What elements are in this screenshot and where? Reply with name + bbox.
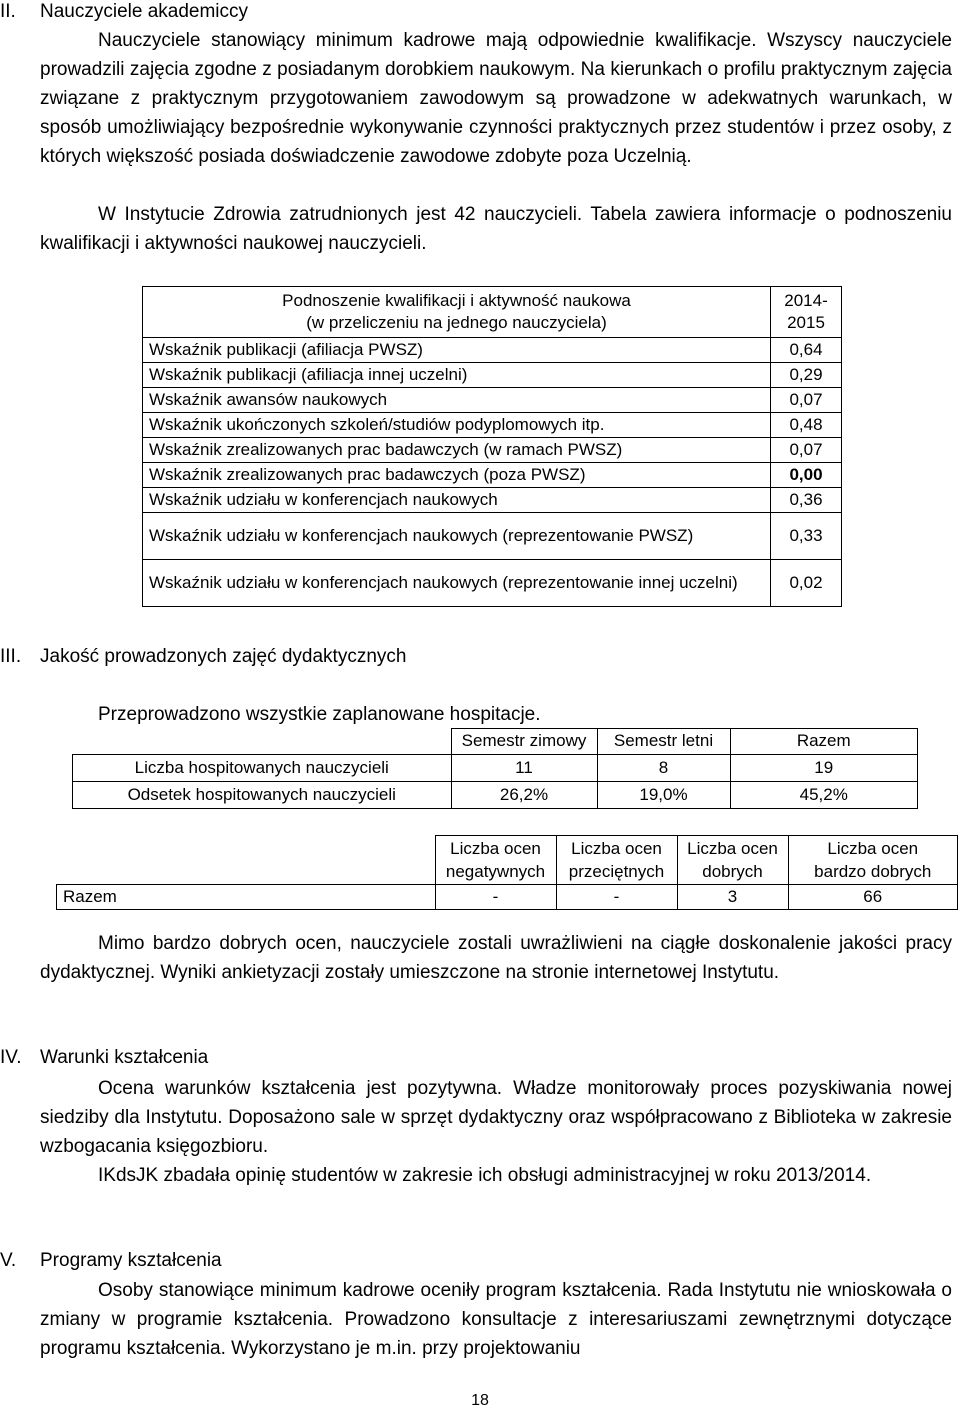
row-value: 0,36 [771,488,842,513]
table-header-row [73,729,918,755]
header-line: bardzo dobrych [814,861,932,881]
column-header [435,836,556,885]
paragraph: Nauczyciele stanowiący minimum kadrowe mają odpowiednie kwalifikacje. Wszyscy nauczyciele prowadzili zajęcia zgodne z posiadanym dorobkiem naukowym. Na kierunkach o profilu praktycznym zajęcia związane z praktycznym przygotowaniem zawodowym są prowadzone w adekwatnych warunkach, w sposób umożliwiający bezpośrednie wykonywanie czynności praktycznych przez studentów i przez osoby, z których większość posiada doświadczenie zawodowe zdobyte poza Uczelnią. [40,30,952,167]
table-row [143,438,842,463]
section-title: Jakość prowadzonych zajęć dydaktycznych [40,646,407,667]
page-number: 18 [471,1392,489,1409]
section-title: Warunki kształcenia [40,1047,209,1068]
section-title: Programy kształcenia [40,1250,222,1271]
column-header: Razem [730,729,918,755]
table-header-cell [143,287,771,338]
year-line: 2015 [787,313,825,332]
table-header-row [143,287,842,338]
header-line: Liczba ocen [687,838,778,858]
header-line: Liczba ocen [827,838,919,858]
cell-value: 3 [677,884,788,909]
column-header [556,836,677,885]
table-row [143,488,842,513]
cell-value: 11 [451,754,597,781]
row-label: Wskaźnik publikacji (afiliacja innej uczelni) [143,363,771,388]
section-number: II. [0,1,16,22]
header-line: Liczba ocen [450,838,541,858]
paragraph: Ocena warunków kształcenia jest pozytywna. Władze monitorowały proces pozyskiwania nowej siedziby dla Instytutu. Doposażono sale w sprzęt dydaktyczny oraz współpracowano z Biblioteka w zakresie wzbogacania księgozbioru. [40,1078,952,1157]
row-label: Wskaźnik publikacji (afiliacja PWSZ) [143,338,771,363]
cell-value: - [435,884,556,909]
row-value: 0,07 [771,388,842,413]
row-label: Wskaźnik udziału w konferencjach naukowych (reprezentowanie innej uczelni) [143,560,771,607]
row-label: Wskaźnik udziału w konferencjach naukowych (reprezentowanie PWSZ) [143,513,771,560]
table-row [143,413,842,438]
header-line: negatywnych [445,861,546,881]
section-number: III. [0,646,22,667]
cell-value: 45,2% [730,781,918,808]
table-row [143,463,842,488]
table-row [73,754,918,781]
year-line: 2014- [784,291,828,310]
grades-table [56,835,958,910]
header-line: (w przeliczeniu na jednego nauczyciela) [306,313,607,332]
year-header-cell [771,287,842,338]
paragraph: Osoby stanowiące minimum kadrowe oceniły program kształcenia. Rada Instytutu nie wnioskowała o zmiany w programie kształcenia. Prowadzono konsultacje z interesariuszami zewnętrznymi dotyczące programu kształcenia. Wykorzystano je m.in. przy projektowaniu [40,1280,952,1359]
header-line: dobrych [702,861,763,881]
paragraph: IKdsJK zbadała opinię studentów w zakresie ich obsługi administracyjnej w roku 2013/2014. [98,1165,872,1186]
row-value: 0,64 [771,338,842,363]
paragraph: Mimo bardzo dobrych ocen, nauczyciele zostali uwrażliwieni na ciągłe doskonalenie jakości pracy dydaktycznej. Wyniki ankietyzacji zostały umieszczone na stronie internetowej Instytutu. [40,933,952,983]
header-line: przeciętnych [568,861,665,881]
table-header-row [57,836,958,885]
paragraph: W Instytucie Zdrowia zatrudnionych jest 42 nauczycieli. Tabela zawiera informacje o podnoszeniu kwalifikacji i aktywności naukowej nauczycieli. [40,204,952,254]
row-label: Wskaźnik udziału w konferencjach naukowych [143,488,771,513]
row-value: 0,00 [771,463,842,488]
row-label: Liczba hospitowanych nauczycieli [73,754,452,781]
section-title: Nauczyciele akademiccy [40,1,249,22]
cell-value: 26,2% [451,781,597,808]
row-value: 0,33 [771,513,842,560]
cell-value: - [556,884,677,909]
table-row [143,363,842,388]
section-number: IV. [0,1047,22,1068]
cell-value: 19 [730,754,918,781]
empty-cell [57,836,436,885]
table-row [143,338,842,363]
column-header: Semestr letni [597,729,730,755]
row-value: 0,02 [771,560,842,607]
row-value: 0,48 [771,413,842,438]
empty-cell [73,729,452,755]
column-header [788,836,958,885]
header-line: Podnoszenie kwalifikacji i aktywność naukowa [282,291,631,310]
row-label: Wskaźnik ukończonych szkoleń/studiów podyplomowych itp. [143,413,771,438]
qualifications-table [142,286,842,607]
table-row [73,781,918,808]
row-value: 0,07 [771,438,842,463]
header-line: Liczba ocen [571,838,662,858]
row-label: Razem [57,884,436,909]
row-label: Odsetek hospitowanych nauczycieli [73,781,452,808]
column-header [677,836,788,885]
row-label: Wskaźnik zrealizowanych prac badawczych (w ramach PWSZ) [143,438,771,463]
cell-value: 19,0% [597,781,730,808]
table-row [143,513,842,560]
cell-value: 66 [788,884,958,909]
column-header: Semestr zimowy [451,729,597,755]
row-label: Wskaźnik zrealizowanych prac badawczych (poza PWSZ) [143,463,771,488]
table-row [143,560,842,607]
row-label: Wskaźnik awansów naukowych [143,388,771,413]
paragraph: Przeprowadzono wszystkie zaplanowane hospitacje. [98,704,541,725]
row-value: 0,29 [771,363,842,388]
hospitation-table [72,728,918,809]
table-row [57,884,958,909]
section-number: V. [0,1250,17,1271]
table-row [143,388,842,413]
cell-value: 8 [597,754,730,781]
